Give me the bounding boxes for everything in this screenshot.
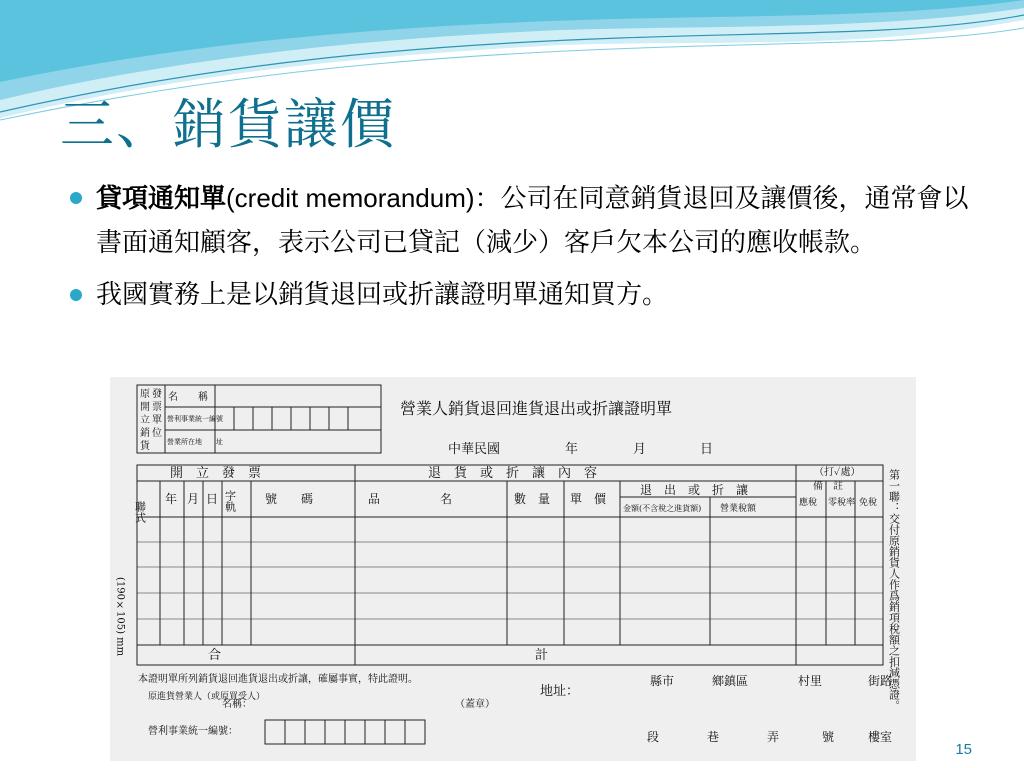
col-number: 號 碼 xyxy=(265,492,314,506)
bullet-item-credit-memo xyxy=(70,176,970,265)
header-check-mark: （打✓處） xyxy=(814,467,861,478)
tax-id-boxes xyxy=(265,720,425,744)
bullet-item-practice xyxy=(70,273,970,317)
seller-side-label-4: 銷 xyxy=(140,428,150,439)
buyer-label: 原進貨營業人（或原買受人） xyxy=(148,692,266,702)
seller-side-label-8: 單 xyxy=(152,415,162,426)
col-item-name: 品 名 xyxy=(368,492,453,506)
col-copy-type: 聯式 xyxy=(133,501,147,523)
col-month: 月 xyxy=(187,492,200,506)
date-year: 年 xyxy=(565,442,579,457)
total-right: 計 xyxy=(535,648,549,663)
header-return-content: 退 貨 或 折 讓 內 容 xyxy=(428,466,598,481)
col-taxable: 應稅 xyxy=(799,498,818,508)
col-return-group: 退 出 或 折 讓 xyxy=(640,483,749,497)
main-table-grid xyxy=(137,465,883,665)
seller-side-label-9: 位 xyxy=(152,428,162,439)
col-quantity: 數 量 xyxy=(514,492,551,506)
addr-street: 街路 xyxy=(868,674,893,688)
seal-label: （蓋章） xyxy=(455,699,495,710)
addr-section: 段 xyxy=(647,730,660,744)
tax-id-label: 營利事業統一編號： xyxy=(148,726,238,737)
date-month: 月 xyxy=(633,442,647,457)
col-year: 年 xyxy=(165,492,178,506)
col-exempt: 免稅 xyxy=(859,498,878,508)
bullet-term-english: (credit memorandum) xyxy=(226,183,475,213)
seller-side-label-3: 立 xyxy=(140,415,150,426)
seller-row-name: 名 稱 xyxy=(168,392,208,403)
statement: 本證明單所列銷貨退回進貨退出或折讓，確屬事實，特此證明。 xyxy=(138,674,418,685)
seller-side-label-6: 發 xyxy=(152,389,162,400)
seller-row-taxid: 營利事業統一編號 xyxy=(167,415,223,423)
addr-lane: 巷 xyxy=(707,730,720,744)
addr-township: 鄉鎮區 xyxy=(712,674,749,688)
seller-row-address: 營業所在地 址 xyxy=(167,438,223,446)
seller-side-label-7: 票 xyxy=(152,402,162,413)
sales-return-certificate-form-image xyxy=(110,377,916,761)
date-roc: 中華民國 xyxy=(448,442,501,457)
addr-floor: 樓室 xyxy=(868,730,893,744)
col-day: 日 xyxy=(206,492,219,506)
form-title: 營業人銷貨退回進貨退出或折讓證明單 xyxy=(400,399,673,418)
name-label: 名稱： xyxy=(222,699,252,710)
total-left: 合 xyxy=(208,648,222,663)
bullet-text: ：公司在同意銷貨退回及讓價後，通常會以書面通知顧客，表示公司已貸記（減少）客戶欠本公司的應收帳款。 xyxy=(96,184,969,258)
addr-number: 號 xyxy=(822,730,835,744)
addr-alley: 弄 xyxy=(767,730,780,744)
header-issue-invoice: 開 立 發 票 xyxy=(170,466,262,481)
seller-side-label-1: 原 xyxy=(140,389,150,400)
bullet-term: 貸項通知單 xyxy=(96,184,227,214)
addr-county: 縣市 xyxy=(650,674,675,688)
date-day: 日 xyxy=(700,442,714,457)
bullet-dot-icon xyxy=(70,289,82,301)
col-zero-rate: 零稅率 xyxy=(828,498,856,508)
col-unit-price: 單 價 xyxy=(570,492,607,506)
bullet-text: 我國實務上是以銷貨退回或折讓證明單通知買方。 xyxy=(96,280,669,310)
seller-side-label-2: 開 xyxy=(140,402,150,413)
header-remarks: 備 註 xyxy=(813,481,843,492)
address-label: 地址： xyxy=(540,684,580,699)
bullet-list xyxy=(70,176,970,317)
bullet-dot-icon xyxy=(70,192,82,204)
side-note: 第一聯：交付原銷貨人作爲銷項稅額之扣減憑證。 xyxy=(887,469,901,711)
addr-village: 村里 xyxy=(798,674,823,688)
col-amount: 金額(不含稅之進貨額) xyxy=(623,504,702,513)
col-track: 字軌 xyxy=(223,490,237,512)
slide-title: 三、銷貨讓價 xyxy=(60,93,396,156)
col-business-tax: 營業稅額 xyxy=(720,504,757,514)
page-number: 15 xyxy=(955,741,972,758)
left-note: (190×105) mm xyxy=(114,577,126,657)
seller-side-label-5: 貨 xyxy=(140,441,150,452)
